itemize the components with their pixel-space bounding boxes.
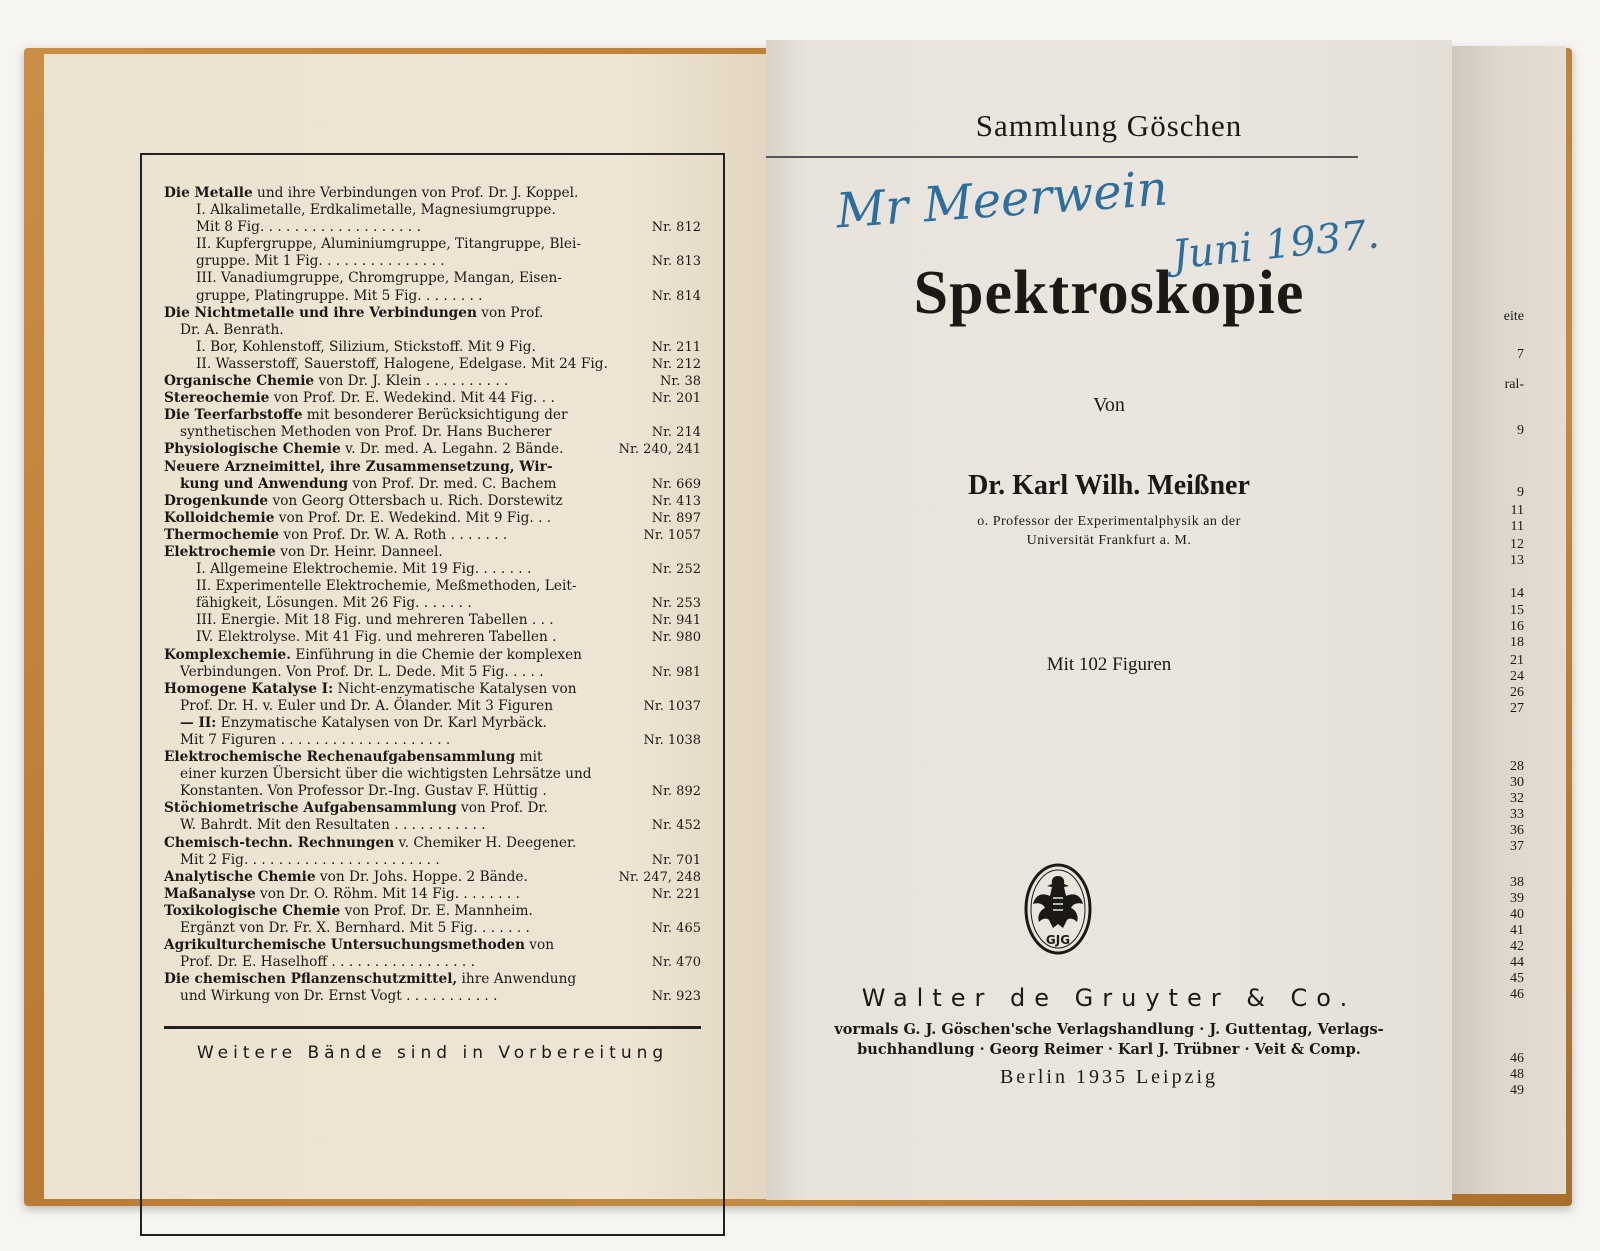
catalog-entry-text: II. Experimentelle Elektrochemie, Meßmethoden, Leit- <box>196 578 577 595</box>
catalog-entry <box>164 783 701 800</box>
series-divider <box>766 156 1358 158</box>
catalog-entry-title: kung und Anwendung <box>180 475 349 492</box>
imprint-line: vormals G. J. Göschen'sche Verlagshandlung · J. Guttentag, Verlags- <box>834 1021 1384 1038</box>
catalog-entry <box>164 988 701 1005</box>
catalog-entry <box>164 647 701 664</box>
catalog-volume-number: Nr. 1057 <box>643 527 701 543</box>
catalog-entry-text: von Dr. O. Röhm. Mit 14 Fig. . . . . . . . <box>255 885 520 902</box>
catalog-volume-number: Nr. 923 <box>651 989 701 1005</box>
catalog-entry-text: Nicht-enzymatische Katalysen von <box>333 680 577 697</box>
catalog-entry <box>164 629 701 646</box>
page-number-fragment: 46 <box>1510 987 1524 1002</box>
publication-place-year: Berlin 1935 Leipzig <box>999 1066 1219 1088</box>
catalog-entry-title: Organische Chemie <box>164 373 315 390</box>
catalog-entry <box>164 698 701 715</box>
catalog-entry-text: W. Bahrdt. Mit den Resultaten . . . . . . . . . . . <box>180 817 486 834</box>
catalog-entry-title: Toxikologische Chemie <box>164 902 341 919</box>
catalog-entry-text: Verbindungen. Von Prof. Dr. L. Dede. Mit 5 Fig. . . . . <box>180 663 544 680</box>
catalog-entry <box>164 561 701 578</box>
catalog-volume-number: Nr. 470 <box>651 955 701 971</box>
catalog-entry-title: Stereochemie <box>164 390 270 407</box>
catalog-entry-text: Mit 2 Fig. . . . . . . . . . . . . . . . . . . . . . . <box>180 851 440 868</box>
page-number-fragment: 12 <box>1510 537 1524 552</box>
catalog-entry <box>164 390 701 407</box>
catalog-entry-text: III. Energie. Mit 18 Fig. und mehreren Tabellen . . . <box>196 612 554 629</box>
catalog-entry-text: Prof. Dr. E. Haselhoff . . . . . . . . . . . . . . . . . <box>180 954 475 971</box>
catalog-entry-title: Die Nichtmetalle und ihre Verbindungen <box>164 304 477 321</box>
catalog-volume-number: Nr. 38 <box>660 374 701 390</box>
catalog-entry-text: synthetischen Methoden von Prof. Dr. Hans Bucherer <box>180 424 552 441</box>
page-number-fragment: 11 <box>1510 503 1524 518</box>
catalog-entry-text: von Prof. Dr. E. Wedekind. Mit 9 Fig. . . <box>274 509 552 526</box>
page-number-fragment: eite <box>1503 309 1524 324</box>
catalog-volume-number: Nr. 1037 <box>643 698 701 714</box>
page-number-fragment: 14 <box>1510 586 1524 601</box>
catalog-entry <box>164 920 701 937</box>
catalog-volume-number: Nr. 221 <box>651 886 701 902</box>
author-name: Dr. Karl Wilh. Meißner <box>968 470 1250 501</box>
catalog-entry-text: Dr. A. Benrath. <box>180 321 284 338</box>
catalog-volume-number: Nr. 814 <box>651 288 701 304</box>
catalog-entry <box>164 373 701 390</box>
handwritten-date: Juni 1937. <box>1170 211 1382 279</box>
page-number-fragment: 28 <box>1510 759 1524 774</box>
catalog-entry <box>164 732 701 749</box>
catalog-entry <box>164 852 701 869</box>
catalog-entry-text: Konstanten. Von Professor Dr.-Ing. Gustav F. Hüttig . <box>180 783 547 800</box>
page-number-fragment: 26 <box>1510 685 1524 700</box>
page-number-fragment: 49 <box>1510 1083 1524 1098</box>
catalog-entry-text: und Wirkung von Dr. Ernst Vogt . . . . . . . . . . . <box>180 988 498 1005</box>
catalog-footer: Weitere Bände sind in Vorbereitung <box>196 1042 669 1063</box>
catalog-entry-text: v. Chemiker H. Deegener. <box>394 834 577 851</box>
catalog-entry-text: Enzymatische Katalysen von Dr. Karl Myrbäck. <box>216 714 547 731</box>
catalog-entry-text: und ihre Verbindungen von Prof. Dr. J. Koppel. <box>252 185 579 201</box>
page-number-fragment: 15 <box>1510 603 1524 618</box>
catalog-entry-title: Neuere Arzneimittel, ihre Zusammensetzung, Wir- <box>164 458 553 475</box>
catalog-entry <box>164 681 701 698</box>
figure-count: Mit 102 Figuren <box>1046 654 1172 675</box>
page-number-fragment: 41 <box>1510 923 1524 938</box>
catalog-volume-number: Nr. 701 <box>651 852 701 868</box>
catalog-entry-text: von Dr. Heinr. Danneel. <box>275 543 443 560</box>
catalog-entry <box>164 937 701 954</box>
catalog-entry-text: I. Allgemeine Elektrochemie. Mit 19 Fig. . . . . . . <box>196 561 532 578</box>
page-number-fragment: 33 <box>1510 807 1524 822</box>
page-number-fragment: 46 <box>1510 1051 1524 1066</box>
by-label: Von <box>1093 394 1125 416</box>
catalog-entry <box>164 715 701 732</box>
page-number-fragment: 44 <box>1510 955 1524 970</box>
page-number-fragment: 45 <box>1510 971 1524 986</box>
catalog-entry <box>164 817 701 834</box>
catalog-volume-number: Nr. 201 <box>651 391 701 407</box>
catalog-entry-text: einer kurzen Übersicht über die wichtigsten Lehrsätze und <box>180 766 592 783</box>
catalog-entry-title: — II: <box>180 714 217 731</box>
following-page-edge <box>1452 46 1566 1194</box>
catalog-entry-text: Einführung in die Chemie der komplexen <box>291 646 582 663</box>
page-number-fragment: 27 <box>1510 701 1524 716</box>
catalog-entry-title: Stöchiometrische Aufgabensammlung <box>164 800 457 817</box>
catalog-entry-text: I. Alkalimetalle, Erdkalimetalle, Magnesiumgruppe. <box>196 202 556 219</box>
catalog-volume-number: Nr. 211 <box>651 339 701 355</box>
catalog-divider <box>164 1026 701 1029</box>
page-number-fragment: 9 <box>1517 485 1524 500</box>
page-number-fragment: ral- <box>1504 377 1524 392</box>
catalog-entry-text: II. Wasserstoff, Sauerstoff, Halogene, Edelgase. Mit 24 Fig. <box>196 355 608 372</box>
catalog-entry-title: Elektrochemie <box>164 543 276 560</box>
page-number-fragment: 40 <box>1510 907 1524 922</box>
page-number-fragment: 37 <box>1510 839 1524 854</box>
catalog-entry <box>164 578 701 595</box>
catalog-entry <box>164 766 701 783</box>
page-number-fragment: 13 <box>1510 553 1524 568</box>
catalog-entry-title: Maßanalyse <box>164 885 256 902</box>
author-affiliation <box>766 512 1452 550</box>
catalog-volume-number: Nr. 413 <box>651 493 701 509</box>
catalog-entry <box>164 886 701 903</box>
catalog-entry <box>164 954 701 971</box>
catalog-volume-number: Nr. 465 <box>651 921 701 937</box>
catalog-entry <box>164 493 701 510</box>
catalog-entry-text: von Prof. Dr. E. Mannheim. <box>340 902 533 919</box>
catalog-entry-title: Komplexchemie. <box>164 646 291 663</box>
catalog-entry-title: Agrikulturchemische Untersuchungsmethoden <box>164 937 525 954</box>
catalog-entry-text: von <box>524 937 555 954</box>
logo-monogram: GJG <box>1045 933 1071 947</box>
catalog-entry-text: mit <box>515 749 543 766</box>
page-number-fragment: 32 <box>1510 791 1524 806</box>
book-title: Spektroskopie <box>913 259 1305 327</box>
catalog-entry-text: von Prof. Dr. med. C. Bachem <box>348 475 557 492</box>
affiliation-line: Universität Frankfurt a. M. <box>1026 533 1192 548</box>
catalog-entry-text: IV. Elektrolyse. Mit 41 Fig. und mehreren Tabellen . <box>196 629 557 646</box>
catalog-entry <box>164 441 701 458</box>
catalog-entry-text: von Prof. Dr. <box>456 800 548 817</box>
catalog-volume-number: Nr. 897 <box>651 510 701 526</box>
catalog-entry <box>164 835 701 852</box>
catalog-advertisement <box>140 153 725 1236</box>
catalog-entry-title: Die Teerfarbstoffe <box>164 407 303 424</box>
catalog-entry <box>164 356 701 373</box>
catalog-entry-text: von Georg Ottersbach u. Rich. Dorstewitz <box>268 492 563 509</box>
catalog-entry-text: I. Bor, Kohlenstoff, Silizium, Stickstoff. Mit 9 Fig. <box>196 338 536 355</box>
catalog-entry <box>164 305 701 322</box>
catalog-entry <box>164 288 701 305</box>
handwritten-inscription: Mr Meerwein <box>834 160 1170 240</box>
imprint-line: buchhandlung · Georg Reimer · Karl J. Trübner · Veit & Comp. <box>857 1041 1361 1058</box>
page-number-fragment: 21 <box>1510 653 1524 668</box>
catalog-entry-title: Kolloidchemie <box>164 509 275 526</box>
catalog-volume-number: Nr. 669 <box>651 476 701 492</box>
catalog-entry-text: gruppe. Mit 1 Fig. . . . . . . . . . . . . . . <box>196 253 445 270</box>
catalog-entry <box>164 424 701 441</box>
page-number-fragment: 42 <box>1510 939 1524 954</box>
page-number-fragment: 18 <box>1510 635 1524 650</box>
catalog-volume-number: Nr. 941 <box>651 613 701 629</box>
catalog-entry <box>164 339 701 356</box>
catalog-volume-number: Nr. 247, 248 <box>618 869 701 885</box>
catalog-entry-text: von Dr. J. Klein . . . . . . . . . . <box>314 373 509 390</box>
catalog-entry <box>164 595 701 612</box>
catalog-entry-title: Die chemischen Pflanzenschutzmittel, <box>164 971 458 988</box>
affiliation-line: o. Professor der Experimentalphysik an der <box>977 514 1241 529</box>
catalog-entry-text: III. Vanadiumgruppe, Chromgruppe, Mangan, Eisen- <box>196 270 562 287</box>
catalog-entry <box>164 322 701 339</box>
catalog-entry <box>164 800 701 817</box>
catalog-entry-text: II. Kupfergruppe, Aluminiumgruppe, Titangruppe, Blei- <box>196 236 582 253</box>
catalog-entry <box>164 903 701 920</box>
catalog-entry-text: von Prof. Dr. E. Wedekind. Mit 44 Fig. . . <box>269 390 555 407</box>
catalog-volume-number: Nr. 812 <box>651 220 701 236</box>
page-number-fragment: 9 <box>1517 423 1524 438</box>
catalog-entry-title: Homogene Katalyse I: <box>164 680 334 697</box>
catalog-entry <box>164 527 701 544</box>
publisher-imprint <box>766 1020 1452 1060</box>
catalog-entry-text: von Prof. Dr. W. A. Roth . . . . . . . <box>279 526 508 543</box>
catalog-entry-text: Ergänzt von Dr. Fr. X. Bernhard. Mit 5 Fig. . . . . . . <box>180 920 530 937</box>
catalog-entry-text: Prof. Dr. H. v. Euler und Dr. A. Ölander. Mit 3 Figuren <box>180 697 554 714</box>
publisher-name: Walter de Gruyter & Co. <box>861 984 1357 1012</box>
catalog-entry <box>164 253 701 270</box>
catalog-entry-text: Mit 7 Figuren . . . . . . . . . . . . . . . . . . . . <box>180 732 451 748</box>
catalog-entry-title: Drogenkunde <box>164 492 269 509</box>
catalog-entry-text: Mit 8 Fig. . . . . . . . . . . . . . . . . . . <box>196 219 421 236</box>
catalog-entry <box>164 459 701 476</box>
catalog-entry <box>164 270 701 287</box>
catalog-volume-number: Nr. 813 <box>651 254 701 270</box>
page-number-fragment: 30 <box>1510 775 1524 790</box>
catalog-entry-list <box>164 185 701 1006</box>
catalog-volume-number: Nr. 240, 241 <box>618 442 701 458</box>
catalog-entry <box>164 664 701 681</box>
catalog-entry-title: Thermochemie <box>164 526 280 543</box>
page-number-fragment: 38 <box>1510 875 1524 890</box>
page-number-fragment: 36 <box>1510 823 1524 838</box>
catalog-entry <box>164 236 701 253</box>
catalog-volume-number: Nr. 212 <box>651 356 701 372</box>
page-number-fragment: 7 <box>1517 347 1524 362</box>
catalog-entry-title: Physiologische Chemie <box>164 441 341 458</box>
catalog-entry <box>164 869 701 886</box>
catalog-entry <box>164 971 701 988</box>
catalog-volume-number: Nr. 252 <box>651 562 701 578</box>
catalog-entry-text: von Dr. Johs. Hoppe. 2 Bände. <box>315 868 528 885</box>
catalog-volume-number: Nr. 1038 <box>643 733 701 748</box>
page-number-fragment: 16 <box>1510 619 1524 634</box>
catalog-entry-title: Chemisch-techn. Rechnungen <box>164 834 395 851</box>
publisher-eagle-logo <box>1023 862 1093 956</box>
catalog-entry <box>164 185 701 202</box>
page-number-fragment: 39 <box>1510 891 1524 906</box>
catalog-entry-title: Die Metalle <box>164 185 253 201</box>
catalog-volume-number: Nr. 892 <box>651 784 701 800</box>
series-name: Sammlung Göschen <box>975 108 1243 143</box>
catalog-entry <box>164 407 701 424</box>
page-number-fragment: 11 <box>1510 519 1524 534</box>
catalog-volume-number: Nr. 452 <box>651 818 701 834</box>
catalog-volume-number: Nr. 214 <box>651 425 701 441</box>
catalog-entry <box>164 476 701 493</box>
catalog-volume-number: Nr. 981 <box>651 664 701 680</box>
catalog-entry-text: von Prof. <box>476 304 544 321</box>
catalog-entry-text: v. Dr. med. A. Legahn. 2 Bände. <box>340 441 564 458</box>
catalog-entry <box>164 219 701 236</box>
catalog-volume-number: Nr. 980 <box>651 630 701 646</box>
catalog-entry-title: Elektrochemische Rechenaufgabensammlung <box>164 749 516 766</box>
catalog-entry-text: gruppe, Platingruppe. Mit 5 Fig. . . . . . . . <box>196 287 483 304</box>
catalog-entry-text: fähigkeit, Lösungen. Mit 26 Fig. . . . . . . <box>196 595 472 612</box>
catalog-volume-number: Nr. 253 <box>651 596 701 612</box>
catalog-entry-text: ihre Anwendung <box>457 971 577 988</box>
catalog-entry <box>164 202 701 219</box>
catalog-entry <box>164 510 701 527</box>
catalog-entry <box>164 544 701 561</box>
page-number-fragment: 48 <box>1510 1067 1524 1082</box>
catalog-entry-title: Analytische Chemie <box>164 868 316 885</box>
catalog-entry <box>164 612 701 629</box>
catalog-entry <box>164 749 701 766</box>
page-number-fragment: 24 <box>1510 669 1524 684</box>
catalog-entry-text: mit besonderer Berücksichtigung der <box>302 407 568 424</box>
